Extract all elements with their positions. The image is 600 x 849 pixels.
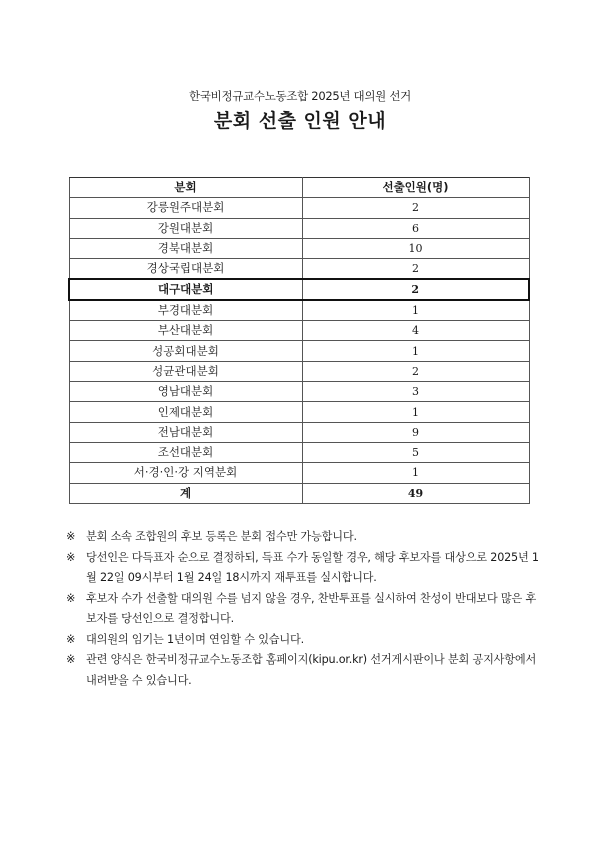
branch-name: 경상국립대분회 <box>69 259 302 280</box>
note-text: 분회 소속 조합원의 후보 등록은 분회 접수만 가능합니다. <box>86 530 357 543</box>
branch-name: 강원대분회 <box>69 218 302 238</box>
note-item <box>66 548 546 589</box>
table-row <box>69 321 529 341</box>
branch-name: 전남대분회 <box>69 422 302 442</box>
branch-name: 서·경·인·강 지역분회 <box>69 463 302 483</box>
seat-count: 10 <box>302 238 529 258</box>
table-row <box>69 442 529 462</box>
seat-count: 3 <box>302 382 529 402</box>
table-row <box>69 238 529 258</box>
note-item <box>66 630 546 651</box>
note-item <box>66 650 546 691</box>
branch-name: 성공회대분회 <box>69 341 302 361</box>
reference-mark: ※ <box>66 591 76 605</box>
seat-count: 1 <box>302 300 529 321</box>
note-text: 당선인은 다득표자 순으로 결정하되, 득표 수가 동일할 경우, 해당 후보자를 대상으로 2025년 1월 22일 09시부터 1월 24일 18시까지 재투표를 실시합니다. <box>86 550 539 584</box>
seat-count: 9 <box>302 422 529 442</box>
branch-name: 인제대분회 <box>69 402 302 422</box>
table-row <box>69 402 529 422</box>
branch-name: 영남대분회 <box>69 382 302 402</box>
table-row-highlighted <box>69 279 529 300</box>
branch-name: 강릉원주대분회 <box>69 198 302 218</box>
reference-mark: ※ <box>66 632 76 646</box>
table-row <box>69 361 529 381</box>
reference-mark: ※ <box>66 550 76 564</box>
branch-name: 경북대분회 <box>69 238 302 258</box>
seat-count: 4 <box>302 321 529 341</box>
document-title: 분회 선출 인원 안내 <box>213 110 387 132</box>
table-row <box>69 218 529 238</box>
seat-count: 5 <box>302 442 529 462</box>
notes-list <box>66 527 546 691</box>
note-text: 관련 양식은 한국비정규교수노동조합 홈페이지(kipu.or.kr) 선거게시판이나 분회 공지사항에서 내려받을 수 있습니다. <box>86 653 537 687</box>
branch-name: 부산대분회 <box>69 321 302 341</box>
branch-name: 조선대분회 <box>69 442 302 462</box>
note-item <box>66 527 546 548</box>
branch-name: 대구대분회 <box>69 279 302 300</box>
table-row <box>69 382 529 402</box>
table-row <box>69 422 529 442</box>
seat-count: 2 <box>302 259 529 280</box>
table-row <box>69 341 529 361</box>
branch-column-header: 분회 <box>69 178 302 198</box>
seat-count: 2 <box>302 198 529 218</box>
table-row <box>69 463 529 483</box>
seat-count: 6 <box>302 218 529 238</box>
total-value: 49 <box>302 483 529 503</box>
reference-mark: ※ <box>66 653 76 666</box>
total-label: 계 <box>69 483 302 503</box>
table-row <box>69 198 529 218</box>
note-item <box>66 589 546 630</box>
note-text: 후보자 수가 선출할 대의원 수를 넘지 않을 경우, 찬반투표를 실시하여 찬성이 반대보다 많은 후보자를 당선인으로 결정합니다. <box>86 591 537 625</box>
seats-column-header: 선출인원(명) <box>302 178 529 198</box>
seat-count: 2 <box>302 279 529 300</box>
table-row <box>69 259 529 280</box>
seat-count: 1 <box>302 341 529 361</box>
seat-count: 2 <box>302 361 529 381</box>
reference-mark: ※ <box>66 530 76 543</box>
table-header-row <box>69 178 529 198</box>
seats-table <box>68 177 530 504</box>
branch-name: 성균관대분회 <box>69 361 302 381</box>
table-row <box>69 300 529 321</box>
seat-count: 1 <box>302 402 529 422</box>
seat-count: 1 <box>302 463 529 483</box>
branch-name: 부경대분회 <box>69 300 302 321</box>
document-subtitle: 한국비정규교수노동조합 2025년 대의원 선거 <box>189 89 411 103</box>
note-text: 대의원의 임기는 1년이며 연임할 수 있습니다. <box>86 632 304 646</box>
table-total-row <box>69 483 529 503</box>
